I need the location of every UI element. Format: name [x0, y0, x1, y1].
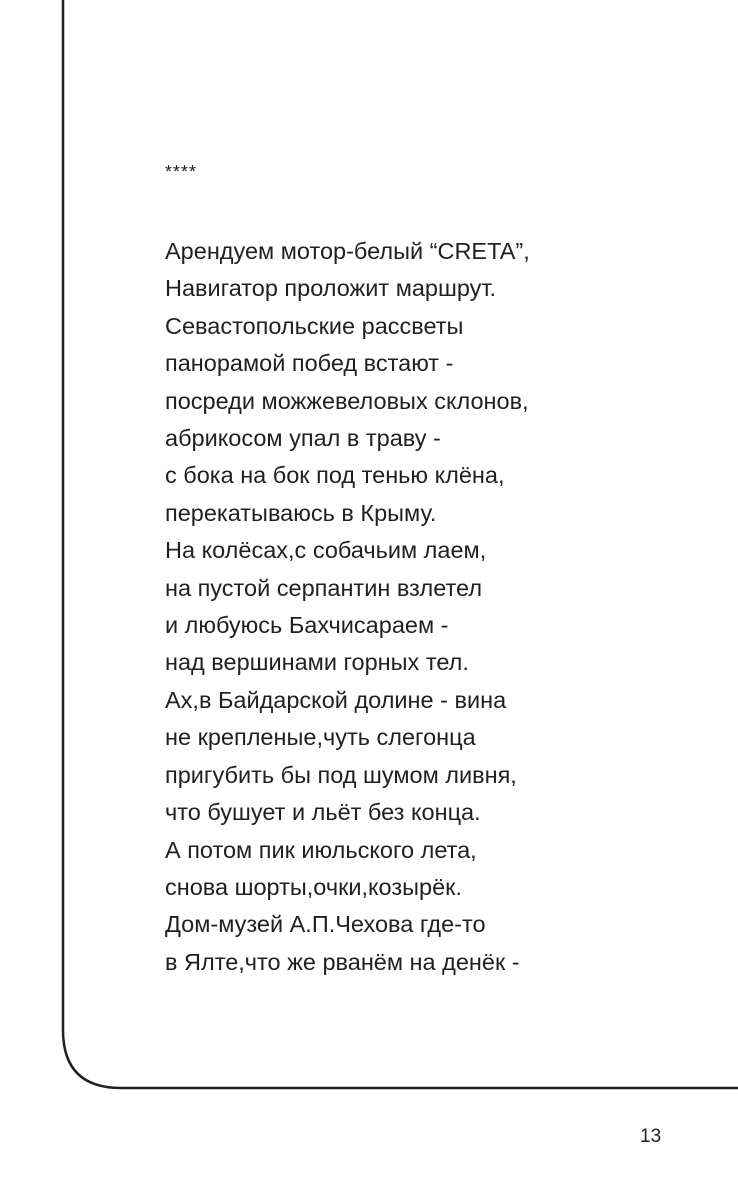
poem-line: что бушует и льёт без конца. — [165, 799, 481, 826]
poem-line: снова шорты,очки,козырёк. — [165, 873, 462, 900]
poem-line: Дом-музей А.П.Чехова где-то — [165, 911, 486, 938]
poem-line: панорамой побед встают - — [165, 350, 454, 377]
poem-line: перекатываюсь в Крыму. — [165, 499, 437, 526]
poem-line: не крепленые,чуть слегонца — [165, 724, 476, 751]
poem-line: пригубить бы под шумом ливня, — [165, 761, 517, 788]
section-separator: **** — [165, 162, 198, 182]
poem-line: в Ялте,что же рванём на денёк - — [165, 948, 520, 975]
poem-line: На колёсах,с собачьим лаем, — [165, 537, 487, 564]
poem-line: с бока на бок под тенью клёна, — [165, 462, 505, 489]
poem-line: Навигатор проложит маршрут. — [165, 275, 497, 302]
poem-line: Ах,в Байдарской долине - вина — [165, 686, 507, 713]
poem-block — [165, 160, 685, 997]
poem-line: посреди можжевеловых склонов, — [165, 387, 529, 414]
poem-lines — [165, 233, 685, 981]
poem-line: на пустой серпантин взлетел — [165, 574, 483, 601]
poem-line: над вершинами горных тел. — [165, 649, 469, 676]
poem-line: и любуюсь Бахчисараем - — [165, 612, 449, 639]
page-number: 13 — [640, 1126, 662, 1147]
poem-line: Севастопольские рассветы — [165, 312, 464, 339]
poem-line: А потом пик июльского лета, — [165, 836, 477, 863]
poem-line: Арендуем мотор-белый “CRETA”, — [165, 238, 530, 264]
poem-line: абрикосом упал в траву - — [165, 425, 441, 452]
